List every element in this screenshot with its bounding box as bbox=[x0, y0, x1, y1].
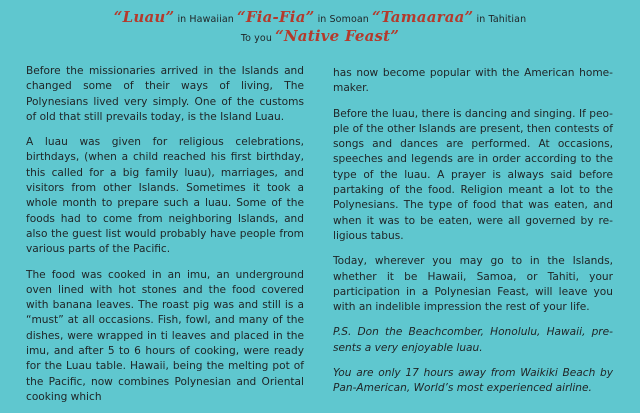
right-column bbox=[333, 66, 613, 397]
title-line-2 bbox=[0, 27, 640, 46]
title-in-hawaiian: in Hawaiian bbox=[174, 14, 238, 25]
title-native-feast: “Native Feast” bbox=[275, 26, 400, 45]
paragraph-dancing-singing: Before the luau, there is dancing and singing. If peo-ple of the other Islands are present, then contests of songs and dances are performed. At occasions, speeches and legends are in order according to the type of the luau. A prayer is always said before partaking of the food. Religion meant a lot to the Polynesians. The type of food that was eaten, and when it was to be eaten, were all governed by re-ligious tabus. bbox=[333, 107, 613, 242]
title-to-you: To you bbox=[240, 32, 276, 44]
paragraph-missionaries: Before the missionaries arrived in the Islands and changed some of their ways of living, The Polynesians lived very simply. One of the customs of old that still prevails today, is the Island Luau. bbox=[26, 65, 304, 123]
title-tamaaraa: “Tamaaraa” bbox=[372, 8, 474, 26]
title-header bbox=[0, 8, 640, 46]
paragraph-homemaker: has now become popular with the American home-maker. bbox=[333, 67, 613, 95]
left-column bbox=[26, 64, 304, 405]
paragraph-imu-cooking: The food was cooked in an imu, an underground oven lined with hot stones and the food covered with banana leaves. The roast pig was and still is a “must” at all occasions. Fish, fowl, and many of the dishes, were wrapped in ti leaves and placed in the imu, and after 5 to 6 hours of cooking, were ready for the Luau table. Hawaii, being the melting pot of the Pacific, now combines Polynesian and Oriental cooking which bbox=[26, 268, 304, 403]
paragraph-ps-beachcomber: P.S. Don the Beachcomber, Honolulu, Hawaii, pre-sents a very enjoyable luau. bbox=[333, 326, 613, 354]
title-in-tahitian: in Tahitian bbox=[473, 14, 527, 25]
title-fia-fia: “Fia-Fia” bbox=[237, 8, 315, 26]
title-line-1 bbox=[0, 8, 640, 27]
title-in-somoan: in Somoan bbox=[314, 14, 373, 25]
paragraph-luau-occasions: A luau was given for religious celebrations, birthdays, (when a child reached his first birthday, this called for a big family luau), marriages, and visitors from other Islands. Sometimes it took a whole month to prepare such a luau. Some of the foods had to come from neighboring Islands, and also the guest list would probably have people from various parts of the Pacific. bbox=[26, 136, 304, 256]
paragraph-today: Today, wherever you may go to in the Islands, whether it be Hawaii, Samoa, or Tahiti, your participation in a Polynesian Feast, will leave you with an indelible impression the rest of your life. bbox=[333, 255, 613, 314]
title-luau: “Luau” bbox=[113, 8, 175, 26]
paragraph-pan-american: You are only 17 hours away from Waikiki Beach by Pan-American, World’s most experienced airline. bbox=[333, 367, 613, 395]
